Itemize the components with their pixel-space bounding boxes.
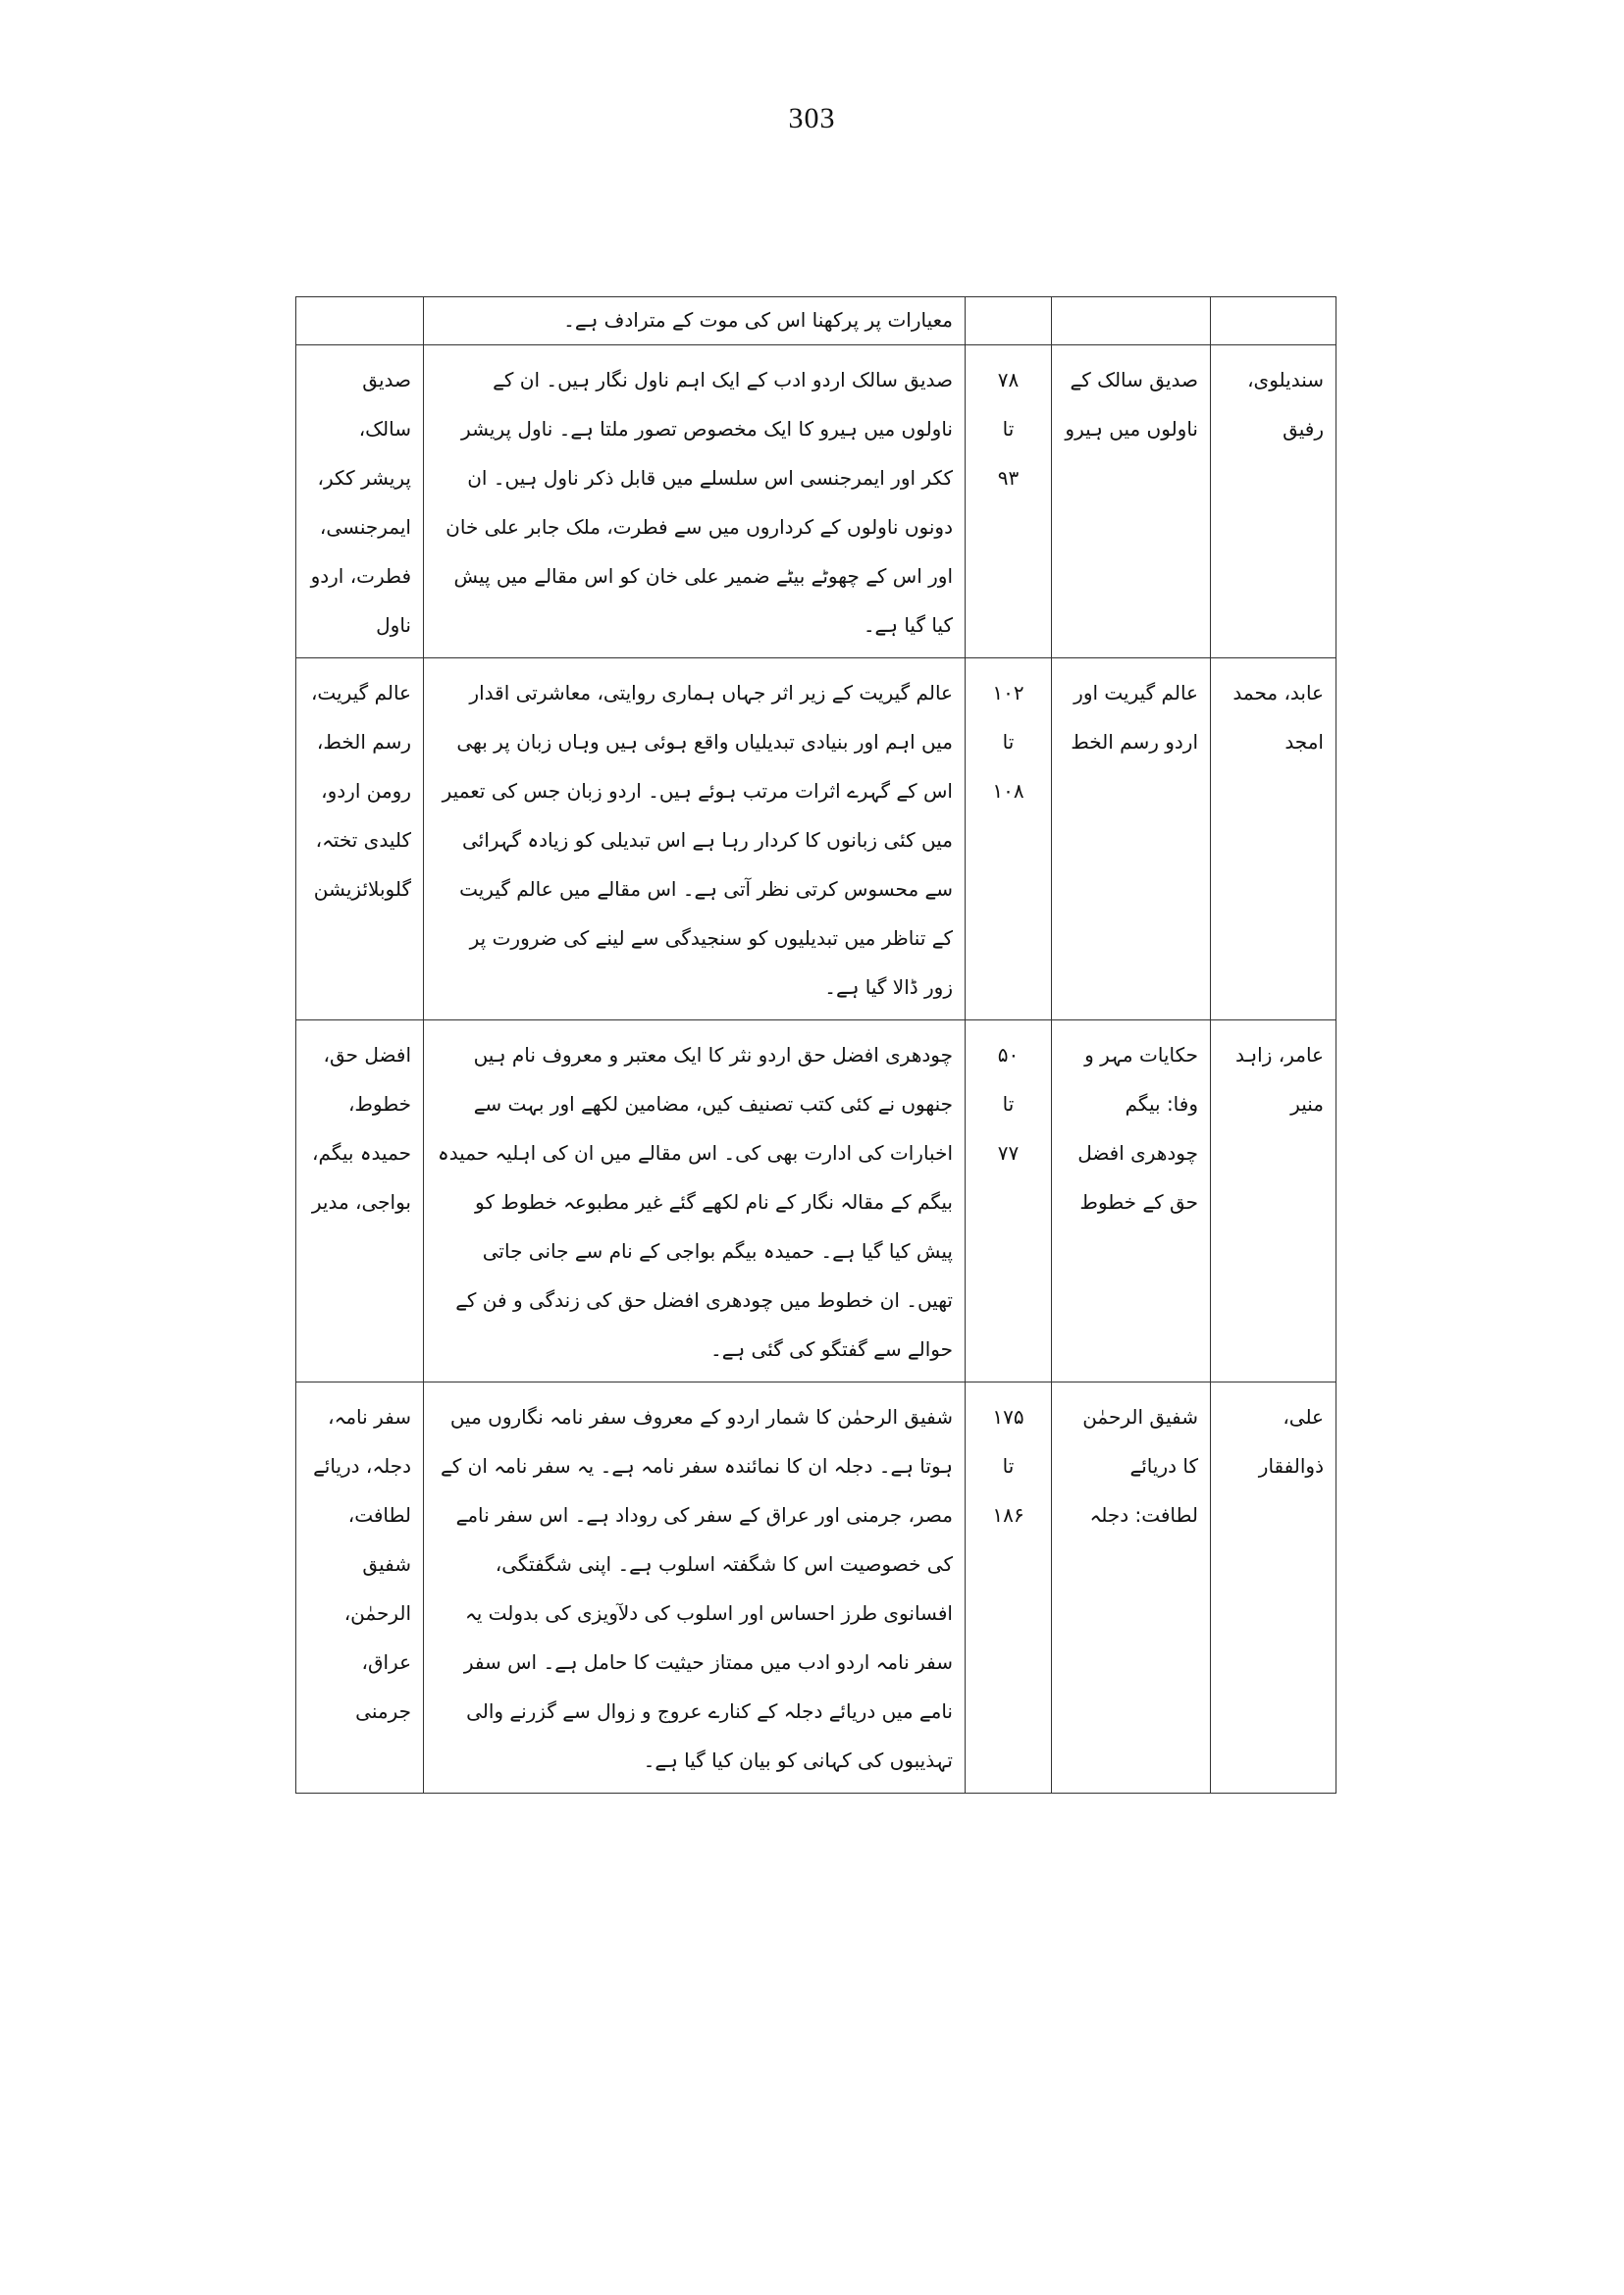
keywords-cell: سفر نامہ، دجلہ، دریائے لطافت، شفیق الرحمٰن، عراق، جرمنی — [296, 1382, 424, 1794]
summary-cell: صدیق سالک اردو ادب کے ایک اہم ناول نگار ہیں۔ ان کے ناولوں میں ہیرو کا ایک مخصوص تصور ملتا ہے۔ ناول پریشر ککر اور ایمرجنسی اس سلسلے میں قابل ذکر ناول ہیں۔ ان دونوں ناولوں کے کرداروں میں سے فطرت، ملک جابر علی خان اور اس کے چھوٹے بیٹے ضمیر علی خان کو اس مقالے میں پیش کیا گیا ہے۔ — [424, 345, 966, 658]
page-end: ۷۷ — [997, 1141, 1020, 1165]
author-cell: علی، ذوالفقار — [1211, 1382, 1336, 1794]
pages-cell — [966, 1020, 1052, 1382]
author-cell: سندیلوی، رفیق — [1211, 345, 1336, 658]
page-end: ۱۸۶ — [992, 1503, 1024, 1527]
table-row — [296, 658, 1336, 1020]
summary-cell: عالم گیریت کے زیر اثر جہاں ہماری روایتی، معاشرتی اقدار میں اہم اور بنیادی تبدیلیاں واقع ہوئی ہیں وہاں زبان پر بھی اس کے گہرے اثرات مرتب ہوئے ہیں۔ اردو زبان جس کی تعمیر میں کئی زبانوں کا کردار رہا ہے اس تبدیلی کو زیادہ گہرائی سے محسوس کرتی نظر آتی ہے۔ اس مقالے میں عالم گیریت کے تناظر میں تبدیلیوں کو سنجیدگی سے لینے کی ضرورت پر زور ڈالا گیا ہے۔ — [424, 658, 966, 1020]
keywords-cell: صدیق سالک، پریشر ککر، ایمرجنسی، فطرت، اردو ناول — [296, 345, 424, 658]
table-row — [296, 1382, 1336, 1794]
author-cell: عابد، محمد امجد — [1211, 658, 1336, 1020]
summary-cell: معیارات پر پرکھنا اس کی موت کے مترادف ہے۔ — [424, 297, 966, 345]
summary-cell: شفیق الرحمٰن کا شمار اردو کے معروف سفر نامہ نگاروں میں ہوتا ہے۔ دجلہ ان کا نمائندہ سفر نامہ ہے۔ یہ سفر نامہ ان کے مصر، جرمنی اور عراق کے سفر کی روداد ہے۔ اس سفر نامے کی خصوصیت اس کا شگفتہ اسلوب ہے۔ اپنی شگفتگی، افسانوی طرز احساس اور اسلوب کی دلآویزی کی بدولت یہ سفر نامہ اردو ادب میں ممتاز حیثیت کا حامل ہے۔ اس سفر نامے میں دریائے دجلہ کے کنارے عروج و زوال سے گزرنے والی تہذیبوں کی کہانی کو بیان کیا گیا ہے۔ — [424, 1382, 966, 1794]
page-range-separator: تا — [1002, 1454, 1015, 1478]
table-row-continuation — [296, 297, 1336, 345]
keywords-cell: افضل حق، خطوط، حمیدہ بیگم، بواجی، مدیر — [296, 1020, 424, 1382]
page-end: ۱۰۸ — [992, 779, 1024, 803]
pages-cell — [966, 297, 1052, 345]
author-cell: عامر، زاہد منیر — [1211, 1020, 1336, 1382]
title-cell: عالم گیریت اور اردو رسم الخط — [1052, 658, 1211, 1020]
page-start: ۷۸ — [997, 368, 1020, 391]
page-start: ۱۰۲ — [992, 681, 1024, 704]
page-start: ۱۷۵ — [992, 1405, 1024, 1429]
keywords-cell: عالم گیریت، رسم الخط، رومن اردو، کلیدی تختہ، گلوبلائزیشن — [296, 658, 424, 1020]
page-range-separator: تا — [1002, 730, 1015, 754]
summary-cell: چودھری افضل حق اردو نثر کا ایک معتبر و معروف نام ہیں جنھوں نے کئی کتب تصنیف کیں، مضامین لکھے اور بہت سے اخبارات کی ادارت بھی کی۔ اس مقالے میں ان کی اہلیہ حمیدہ بیگم کے مقالہ نگار کے نام لکھے گئے غیر مطبوعہ خطوط کو پیش کیا گیا ہے۔ حمیدہ بیگم بواجی کے نام سے جانی جاتی تھیں۔ ان خطوط میں چودھری افضل حق کی زندگی و فن کے حوالے سے گفتگو کی گئی ہے۔ — [424, 1020, 966, 1382]
table-row — [296, 1020, 1336, 1382]
page-range-separator: تا — [1002, 1092, 1015, 1116]
pages-cell — [966, 1382, 1052, 1794]
title-cell — [1052, 297, 1211, 345]
author-cell — [1211, 297, 1336, 345]
table-row — [296, 345, 1336, 658]
keywords-cell — [296, 297, 424, 345]
bibliography-table — [295, 296, 1336, 1794]
page-end: ۹۳ — [997, 466, 1020, 490]
page-range-separator: تا — [1002, 417, 1015, 441]
pages-cell — [966, 658, 1052, 1020]
pages-cell — [966, 345, 1052, 658]
title-cell: حکایات مہر و وفا: بیگم چودھری افضل حق کے خطوط — [1052, 1020, 1211, 1382]
title-cell: شفیق الرحمٰن کا دریائے لطافت: دجلہ — [1052, 1382, 1211, 1794]
title-cell: صدیق سالک کے ناولوں میں ہیرو — [1052, 345, 1211, 658]
page-number: 303 — [788, 102, 836, 134]
page-start: ۵۰ — [997, 1043, 1020, 1067]
